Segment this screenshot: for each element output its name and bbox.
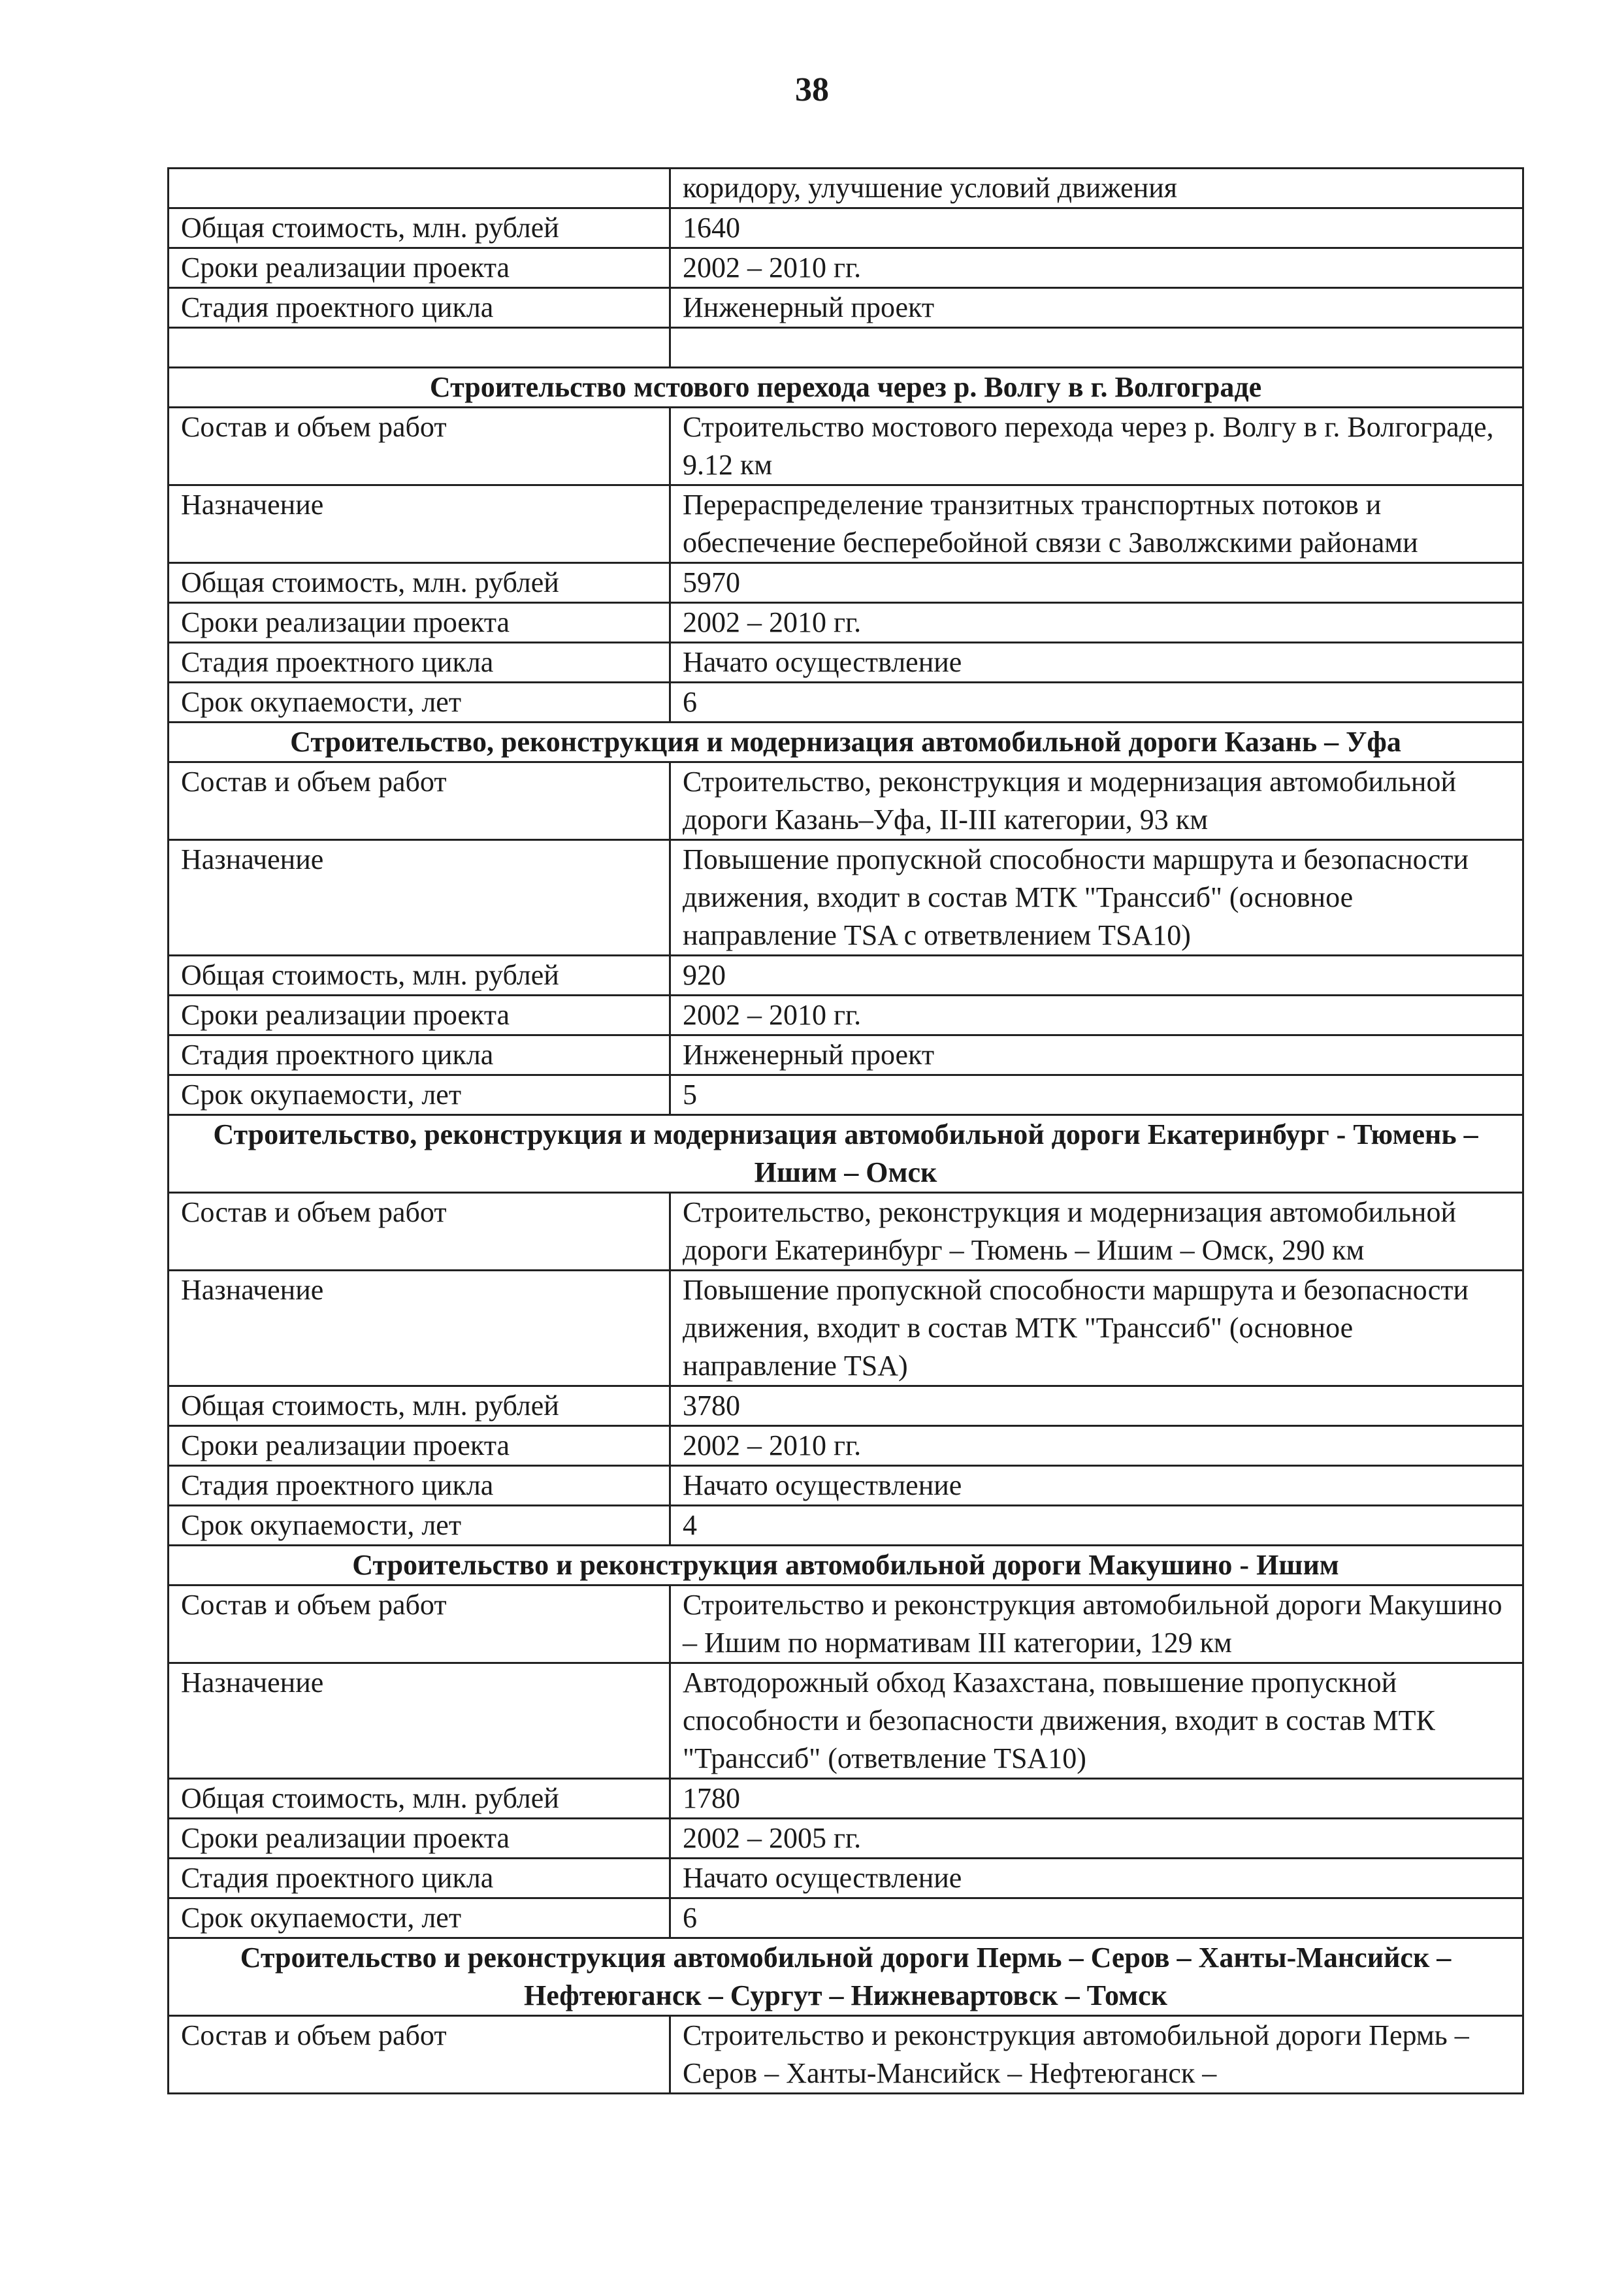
row-value: Строительство, реконструкция и модернизация автомобильной дороги Казань–Уфа, II-III категории, 93 км	[670, 762, 1523, 840]
row-label: Сроки реализации проекта	[169, 603, 670, 643]
row-label: Сроки реализации проекта	[169, 1426, 670, 1466]
table-row	[169, 208, 1523, 248]
section-heading-row	[169, 1938, 1523, 2016]
table-row	[169, 603, 1523, 643]
table-row	[169, 1859, 1523, 1898]
row-value: Повышение пропускной способности маршрута и безопасности движения, входит в состав МТК "Транссиб" (основное направление TSA с ответвлением TSA10)	[670, 840, 1523, 956]
section-title: Строительство, реконструкция и модернизация автомобильной дороги Казань – Уфа	[169, 723, 1523, 762]
table-row	[169, 563, 1523, 603]
table-row	[169, 762, 1523, 840]
table-row	[169, 1075, 1523, 1115]
row-value: 4	[670, 1506, 1523, 1546]
table-row	[169, 1663, 1523, 1779]
row-label: Состав и объем работ	[169, 762, 670, 840]
row-value: 1640	[670, 208, 1523, 248]
row-value: 6	[670, 683, 1523, 723]
page-number: 38	[795, 71, 829, 108]
row-value	[670, 328, 1523, 368]
row-label: Срок окупаемости, лет	[169, 1075, 670, 1115]
row-label: Назначение	[169, 840, 670, 956]
table-row	[169, 1193, 1523, 1271]
table-row	[169, 1426, 1523, 1466]
row-value: 1780	[670, 1779, 1523, 1819]
row-value: Начато осуществление	[670, 643, 1523, 683]
row-label: Сроки реализации проекта	[169, 248, 670, 288]
row-label: Стадия проектного цикла	[169, 1035, 670, 1075]
row-label	[169, 328, 670, 368]
row-value: Начато осуществление	[670, 1466, 1523, 1506]
table-row	[169, 248, 1523, 288]
row-value: Строительство мостового перехода через р. Волгу в г. Волгограде, 9.12 км	[670, 408, 1523, 485]
row-label: Общая стоимость, млн. рублей	[169, 1779, 670, 1819]
section-title: Строительство, реконструкция и модернизация автомобильной дороги Екатеринбург - Тюмень – Ишим – Омск	[169, 1115, 1523, 1193]
table-row	[169, 169, 1523, 208]
table-row	[169, 956, 1523, 996]
row-label: Назначение	[169, 1271, 670, 1386]
table-row	[169, 408, 1523, 485]
table-row	[169, 288, 1523, 328]
section-title: Строительство мстового перехода через р. Волгу в г. Волгограде	[169, 368, 1523, 408]
row-label: Общая стоимость, млн. рублей	[169, 956, 670, 996]
row-value: Строительство и реконструкция автомобильной дороги Пермь – Серов – Ханты-Мансийск – Нефтеюганск –	[670, 2016, 1523, 2094]
row-value: Перераспределение транзитных транспортных потоков и обеспечение бесперебойной связи с Заволжскими районами	[670, 485, 1523, 563]
table-row	[169, 1271, 1523, 1386]
row-value: Автодорожный обход Казахстана, повышение пропускной способности и безопасности движения, входит в состав МТК "Транссиб" (ответвление TSA10)	[670, 1663, 1523, 1779]
row-label: Назначение	[169, 485, 670, 563]
section-heading-row	[169, 368, 1523, 408]
row-label: Общая стоимость, млн. рублей	[169, 208, 670, 248]
row-label: Назначение	[169, 1663, 670, 1779]
table-row	[169, 1898, 1523, 1938]
row-value: 5970	[670, 563, 1523, 603]
row-label: Состав и объем работ	[169, 408, 670, 485]
table-row	[169, 2016, 1523, 2094]
row-value: Инженерный проект	[670, 1035, 1523, 1075]
table-row	[169, 1035, 1523, 1075]
row-label	[169, 169, 670, 208]
row-label: Состав и объем работ	[169, 1193, 670, 1271]
table-row	[169, 1466, 1523, 1506]
row-value: 6	[670, 1898, 1523, 1938]
table-row	[169, 328, 1523, 368]
table-row	[169, 840, 1523, 956]
table-row	[169, 1386, 1523, 1426]
table-row	[169, 996, 1523, 1035]
row-value: коридору, улучшение условий движения	[670, 169, 1523, 208]
row-value: 2002 – 2005 гг.	[670, 1819, 1523, 1859]
row-value: 2002 – 2010 гг.	[670, 1426, 1523, 1466]
row-value: Инженерный проект	[670, 288, 1523, 328]
table-row	[169, 643, 1523, 683]
row-label: Стадия проектного цикла	[169, 288, 670, 328]
section-title: Строительство и реконструкция автомобильной дороги Макушино - Ишим	[169, 1546, 1523, 1586]
row-value: 2002 – 2010 гг.	[670, 603, 1523, 643]
row-label: Сроки реализации проекта	[169, 1819, 670, 1859]
row-value: Строительство и реконструкция автомобильной дороги Макушино – Ишим по нормативам III категории, 129 км	[670, 1586, 1523, 1663]
row-label: Общая стоимость, млн. рублей	[169, 563, 670, 603]
row-value: Повышение пропускной способности маршрута и безопасности движения, входит в состав МТК "Транссиб" (основное направление TSA)	[670, 1271, 1523, 1386]
row-label: Состав и объем работ	[169, 1586, 670, 1663]
table-row	[169, 683, 1523, 723]
project-table-body	[169, 169, 1523, 2094]
section-heading-row	[169, 1115, 1523, 1193]
row-label: Срок окупаемости, лет	[169, 1506, 670, 1546]
row-value: 920	[670, 956, 1523, 996]
row-label: Стадия проектного цикла	[169, 643, 670, 683]
row-value: 3780	[670, 1386, 1523, 1426]
row-label: Срок окупаемости, лет	[169, 1898, 670, 1938]
row-value: Начато осуществление	[670, 1859, 1523, 1898]
table-row	[169, 485, 1523, 563]
project-table	[167, 167, 1524, 2094]
table-row	[169, 1779, 1523, 1819]
row-value: 2002 – 2010 гг.	[670, 248, 1523, 288]
row-label: Общая стоимость, млн. рублей	[169, 1386, 670, 1426]
row-label: Состав и объем работ	[169, 2016, 670, 2094]
row-label: Срок окупаемости, лет	[169, 683, 670, 723]
row-label: Стадия проектного цикла	[169, 1859, 670, 1898]
section-heading-row	[169, 723, 1523, 762]
table-row	[169, 1586, 1523, 1663]
row-label: Стадия проектного цикла	[169, 1466, 670, 1506]
row-value: 2002 – 2010 гг.	[670, 996, 1523, 1035]
row-value: 5	[670, 1075, 1523, 1115]
table-row	[169, 1506, 1523, 1546]
section-title: Строительство и реконструкция автомобильной дороги Пермь – Серов – Ханты-Мансийск – Нефтеюганск – Сургут – Нижневартовск – Томск	[169, 1938, 1523, 2016]
table-row	[169, 1819, 1523, 1859]
section-heading-row	[169, 1546, 1523, 1586]
row-label: Сроки реализации проекта	[169, 996, 670, 1035]
row-value: Строительство, реконструкция и модернизация автомобильной дороги Екатеринбург – Тюмень – Ишим – Омск, 290 км	[670, 1193, 1523, 1271]
